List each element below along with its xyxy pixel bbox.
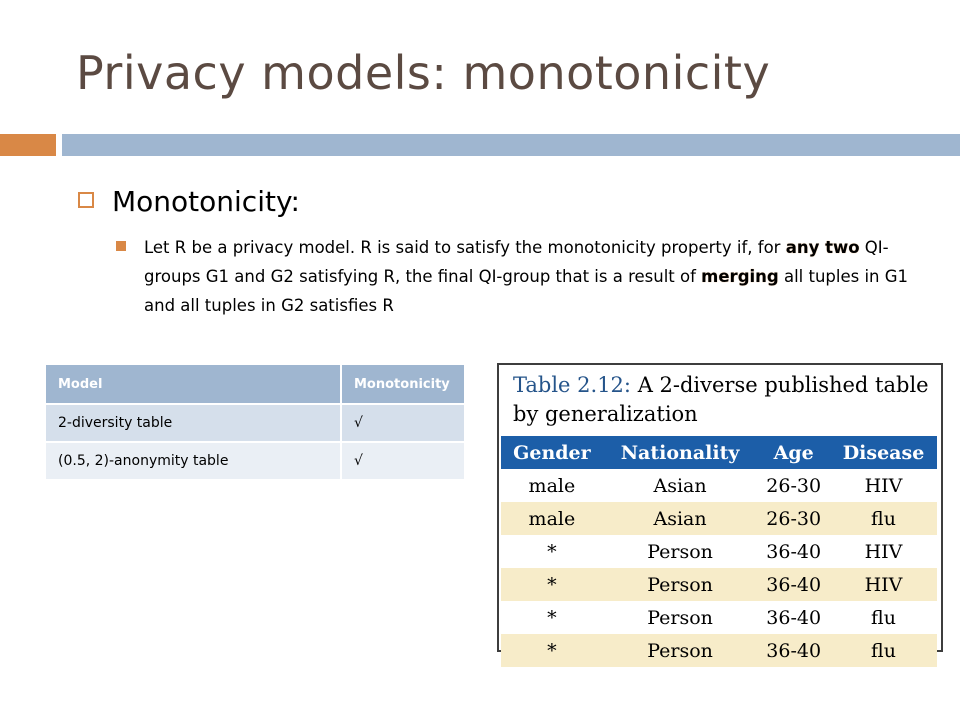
table-header-row [501, 436, 937, 469]
sub-text-part-1: Let R be a privacy model. R is said to satisfy the monotonicity property if, for [144, 238, 786, 257]
table-image-panel [497, 363, 943, 662]
page-title: Privacy models: monotonicity [76, 46, 771, 100]
table-row [46, 404, 465, 442]
filled-square-bullet-icon [116, 241, 126, 251]
table-cell: * [501, 601, 603, 634]
header-monotonicity: Monotonicity [341, 365, 465, 404]
table-cell: Asian [603, 502, 758, 535]
table-cell: * [501, 568, 603, 601]
table-cell: (0.5, 2)-anonymity table [46, 442, 341, 479]
header-model: Model [46, 365, 341, 404]
table-cell: * [501, 634, 603, 667]
table-cell: flu [830, 601, 937, 634]
sub-bullet [116, 233, 916, 320]
emphasis-merging: merging [701, 267, 779, 286]
diverse-table [501, 436, 937, 667]
table-row [501, 568, 937, 601]
table-caption [513, 371, 941, 429]
bullet-heading [78, 185, 300, 218]
table-cell: 36-40 [757, 601, 830, 634]
table-header-row [46, 365, 465, 404]
table-cell: Person [603, 535, 758, 568]
header-gender: Gender [501, 436, 603, 469]
table-cell: Person [603, 634, 758, 667]
table-cell: 2-diversity table [46, 404, 341, 442]
emphasis-any-two: any two [785, 238, 860, 257]
table-row [501, 502, 937, 535]
table-cell: √ [341, 404, 465, 442]
header-disease: Disease [830, 436, 937, 469]
table-cell: Asian [603, 469, 758, 502]
table-cell: flu [830, 634, 937, 667]
table-cell: 26-30 [757, 502, 830, 535]
bullet-heading-text: Monotonicity: [112, 185, 300, 218]
table-cell: Person [603, 601, 758, 634]
table-row [501, 634, 937, 667]
table-row [501, 535, 937, 568]
table-cell: Person [603, 568, 758, 601]
table-cell: HIV [830, 469, 937, 502]
accent-bar-blue [62, 134, 960, 156]
accent-bar-orange [0, 134, 56, 156]
table-cell: HIV [830, 535, 937, 568]
square-bullet-icon [78, 192, 94, 208]
table-cell: HIV [830, 568, 937, 601]
table-cell: 36-40 [757, 634, 830, 667]
table-cell: 26-30 [757, 469, 830, 502]
table-cell: 36-40 [757, 568, 830, 601]
table-cell: 36-40 [757, 535, 830, 568]
table-row [501, 601, 937, 634]
sub-text-part-3: all tuples in G1 and all tuples in G2 satisfies R [144, 267, 909, 315]
model-monotonicity-table [46, 365, 466, 479]
table-cell: √ [341, 442, 465, 479]
caption-text: A 2-diverse published table by generalization [513, 373, 929, 426]
table-row [46, 442, 465, 479]
table-row [501, 469, 937, 502]
table-cell: flu [830, 502, 937, 535]
sub-text-part-2: QI-groups G1 and G2 satisfying R, the final QI-group that is a result of [144, 238, 889, 286]
header-nationality: Nationality [603, 436, 758, 469]
header-age: Age [757, 436, 830, 469]
table-cell: male [501, 502, 603, 535]
caption-label: Table 2.12: [513, 373, 631, 397]
table-cell: * [501, 535, 603, 568]
sub-bullet-text [144, 233, 916, 320]
table-cell: male [501, 469, 603, 502]
